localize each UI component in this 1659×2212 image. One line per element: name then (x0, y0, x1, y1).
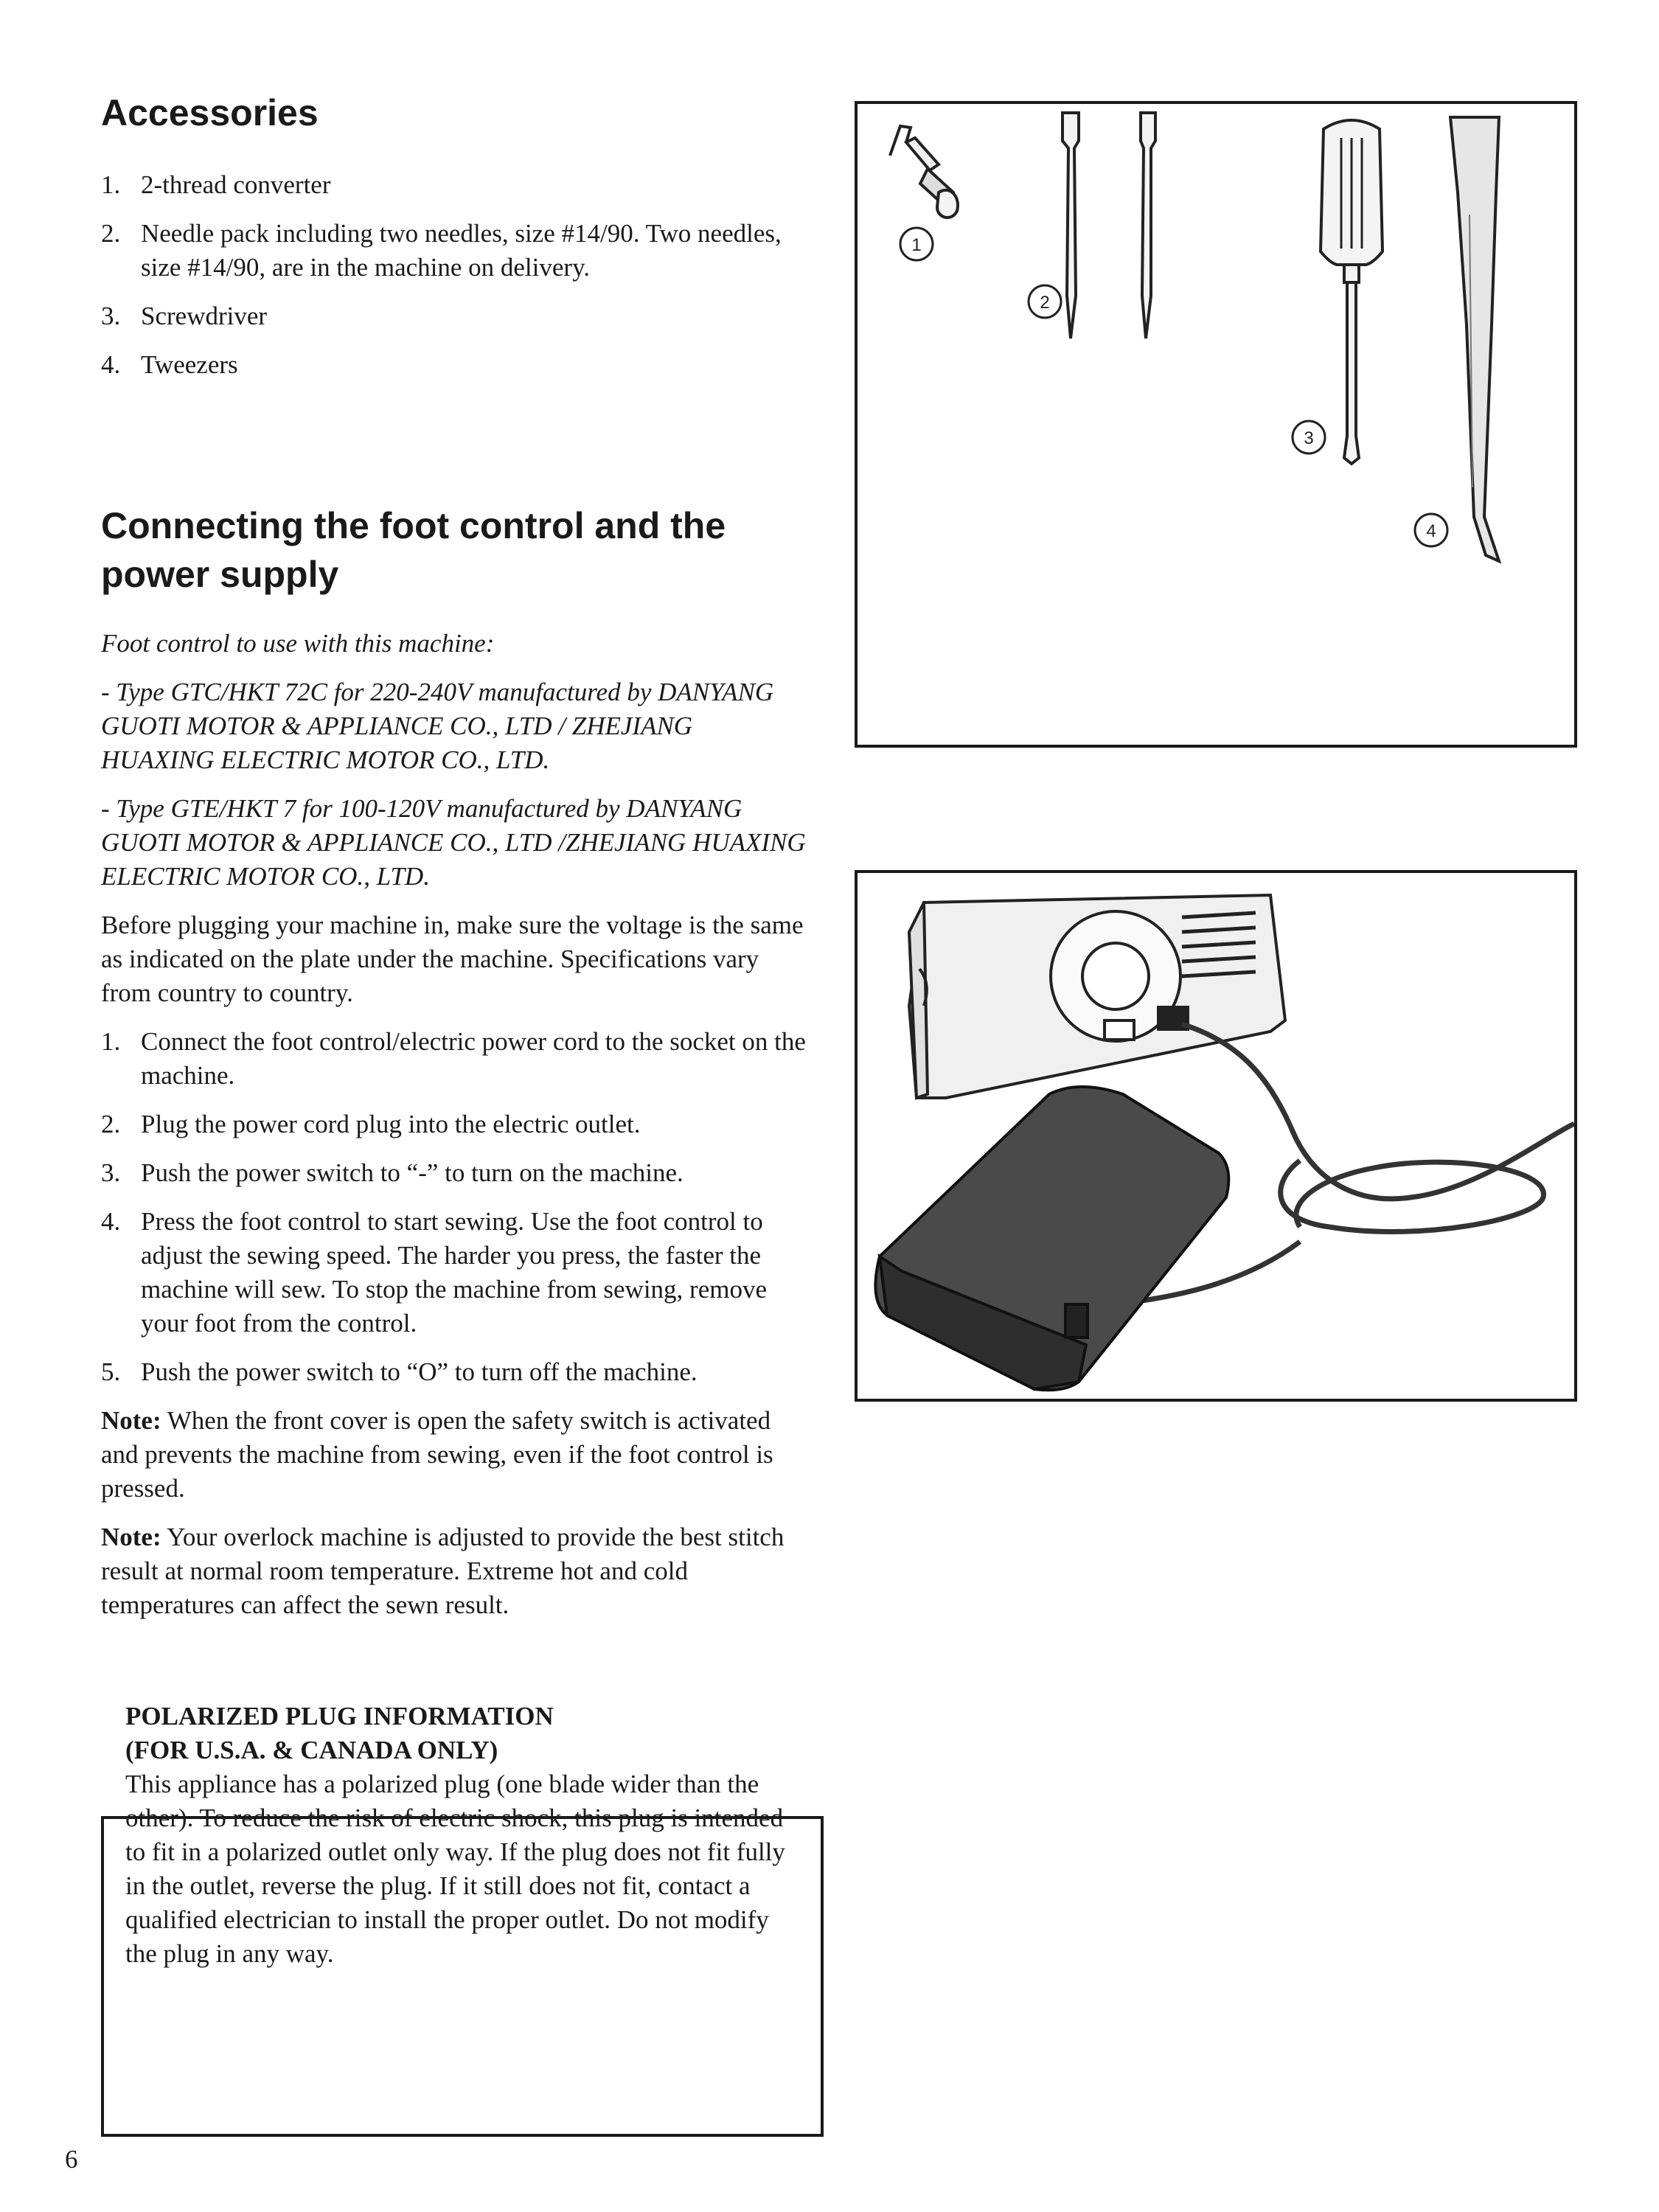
power-switch-icon (1105, 1020, 1134, 1040)
list-item: 2. Needle pack including two needles, size #14/90. Two needles, size #14/90, are in the machine on delivery. (101, 219, 782, 282)
foot-pedal-icon (875, 1087, 1228, 1390)
list-item: 3. Screwdriver (101, 302, 268, 330)
page-number: 6 (65, 2145, 78, 2174)
callout-2-label: 2 (1040, 293, 1050, 313)
sewing-machine-side-icon (909, 895, 1285, 1098)
foot-control-intro: Foot control to use with this machine: (101, 629, 495, 658)
list-item: 1. 2-thread converter (101, 170, 331, 199)
foot-control-type-220: - Type GTC/HKT 72C for 220-240V manufactured by DANYANG GUOTI MOTOR & APPLIANCE CO., LTD / ZHEJIANG HUAXING ELECTRIC MOTOR CO., LTD. (101, 678, 774, 774)
connecting-body (101, 627, 809, 1637)
voltage-paragraph: Before plugging your machine in, make sure the voltage is the same as indicated on the plate under the machine. Specifications vary from country to country. (101, 911, 804, 1007)
foot-control-figure (855, 870, 1577, 1402)
accessories-title: Accessories (101, 92, 319, 133)
list-item: 2. Plug the power cord plug into the electric outlet. (101, 1110, 641, 1138)
callout-3-label: 3 (1304, 428, 1314, 448)
polarized-heading-1: POLARIZED PLUG INFORMATION (125, 1702, 554, 1731)
callout-1-label: 1 (911, 235, 922, 255)
polarized-text: This appliance has a polarized plug (one blade wider than the other). To reduce the risk of electric shock, this plug is intended to fit in a polarized outlet only way. If the plug does not fit fully in the outlet, reverse the plug. If it still does not fit, contact a qualified electrician to install the proper outlet. Do not modify the plug in any way. (125, 1770, 785, 1968)
accessories-list (101, 168, 809, 397)
polarized-heading-2: (FOR U.S.A. & CANADA ONLY) (125, 1736, 498, 1764)
list-item: 4. Tweezers (101, 350, 238, 379)
note-safety-switch: Note: When the front cover is open the safety switch is activated and prevents the machine from sewing, even if the foot control is pressed. (101, 1406, 773, 1503)
list-item: 1. Connect the foot control/electric power cord to the socket on the machine. (101, 1027, 806, 1090)
note-temperature: Note: Your overlock machine is adjusted to provide the best stitch result at normal room temperature. Extreme hot and cold temperatures can affect the sewn result. (101, 1523, 785, 1619)
foot-control-type-100: - Type GTE/HKT 7 for 100-120V manufactured by DANYANG GUOTI MOTOR & APPLIANCE CO., LTD /ZHEJIANG HUAXING ELECTRIC MOTOR CO., LTD. (101, 794, 806, 891)
list-item: 4. Press the foot control to start sewing. Use the foot control to adjust the sewing speed. The harder you press, the faster the machine will sew. To stop the machine from sewing, remove your foot from the control. (101, 1207, 768, 1338)
polarized-plug-info (125, 1700, 804, 1986)
connecting-title: Connecting the foot control and the power supply (101, 505, 726, 595)
connecting-steps (101, 1025, 809, 1389)
accessories-illustration (858, 104, 1574, 745)
tweezers-icon (1450, 117, 1499, 561)
callout-4-label: 4 (1426, 521, 1436, 541)
foot-control-illustration (858, 873, 1574, 1399)
list-item: 3. Push the power switch to “-” to turn on the machine. (101, 1158, 684, 1187)
list-item: 5. Push the power switch to “O” to turn off the machine. (101, 1357, 698, 1386)
screwdriver-icon (1321, 120, 1382, 464)
needle-pack-icon (1062, 113, 1155, 338)
accessories-figure (855, 101, 1577, 748)
two-thread-converter-icon (890, 126, 958, 218)
